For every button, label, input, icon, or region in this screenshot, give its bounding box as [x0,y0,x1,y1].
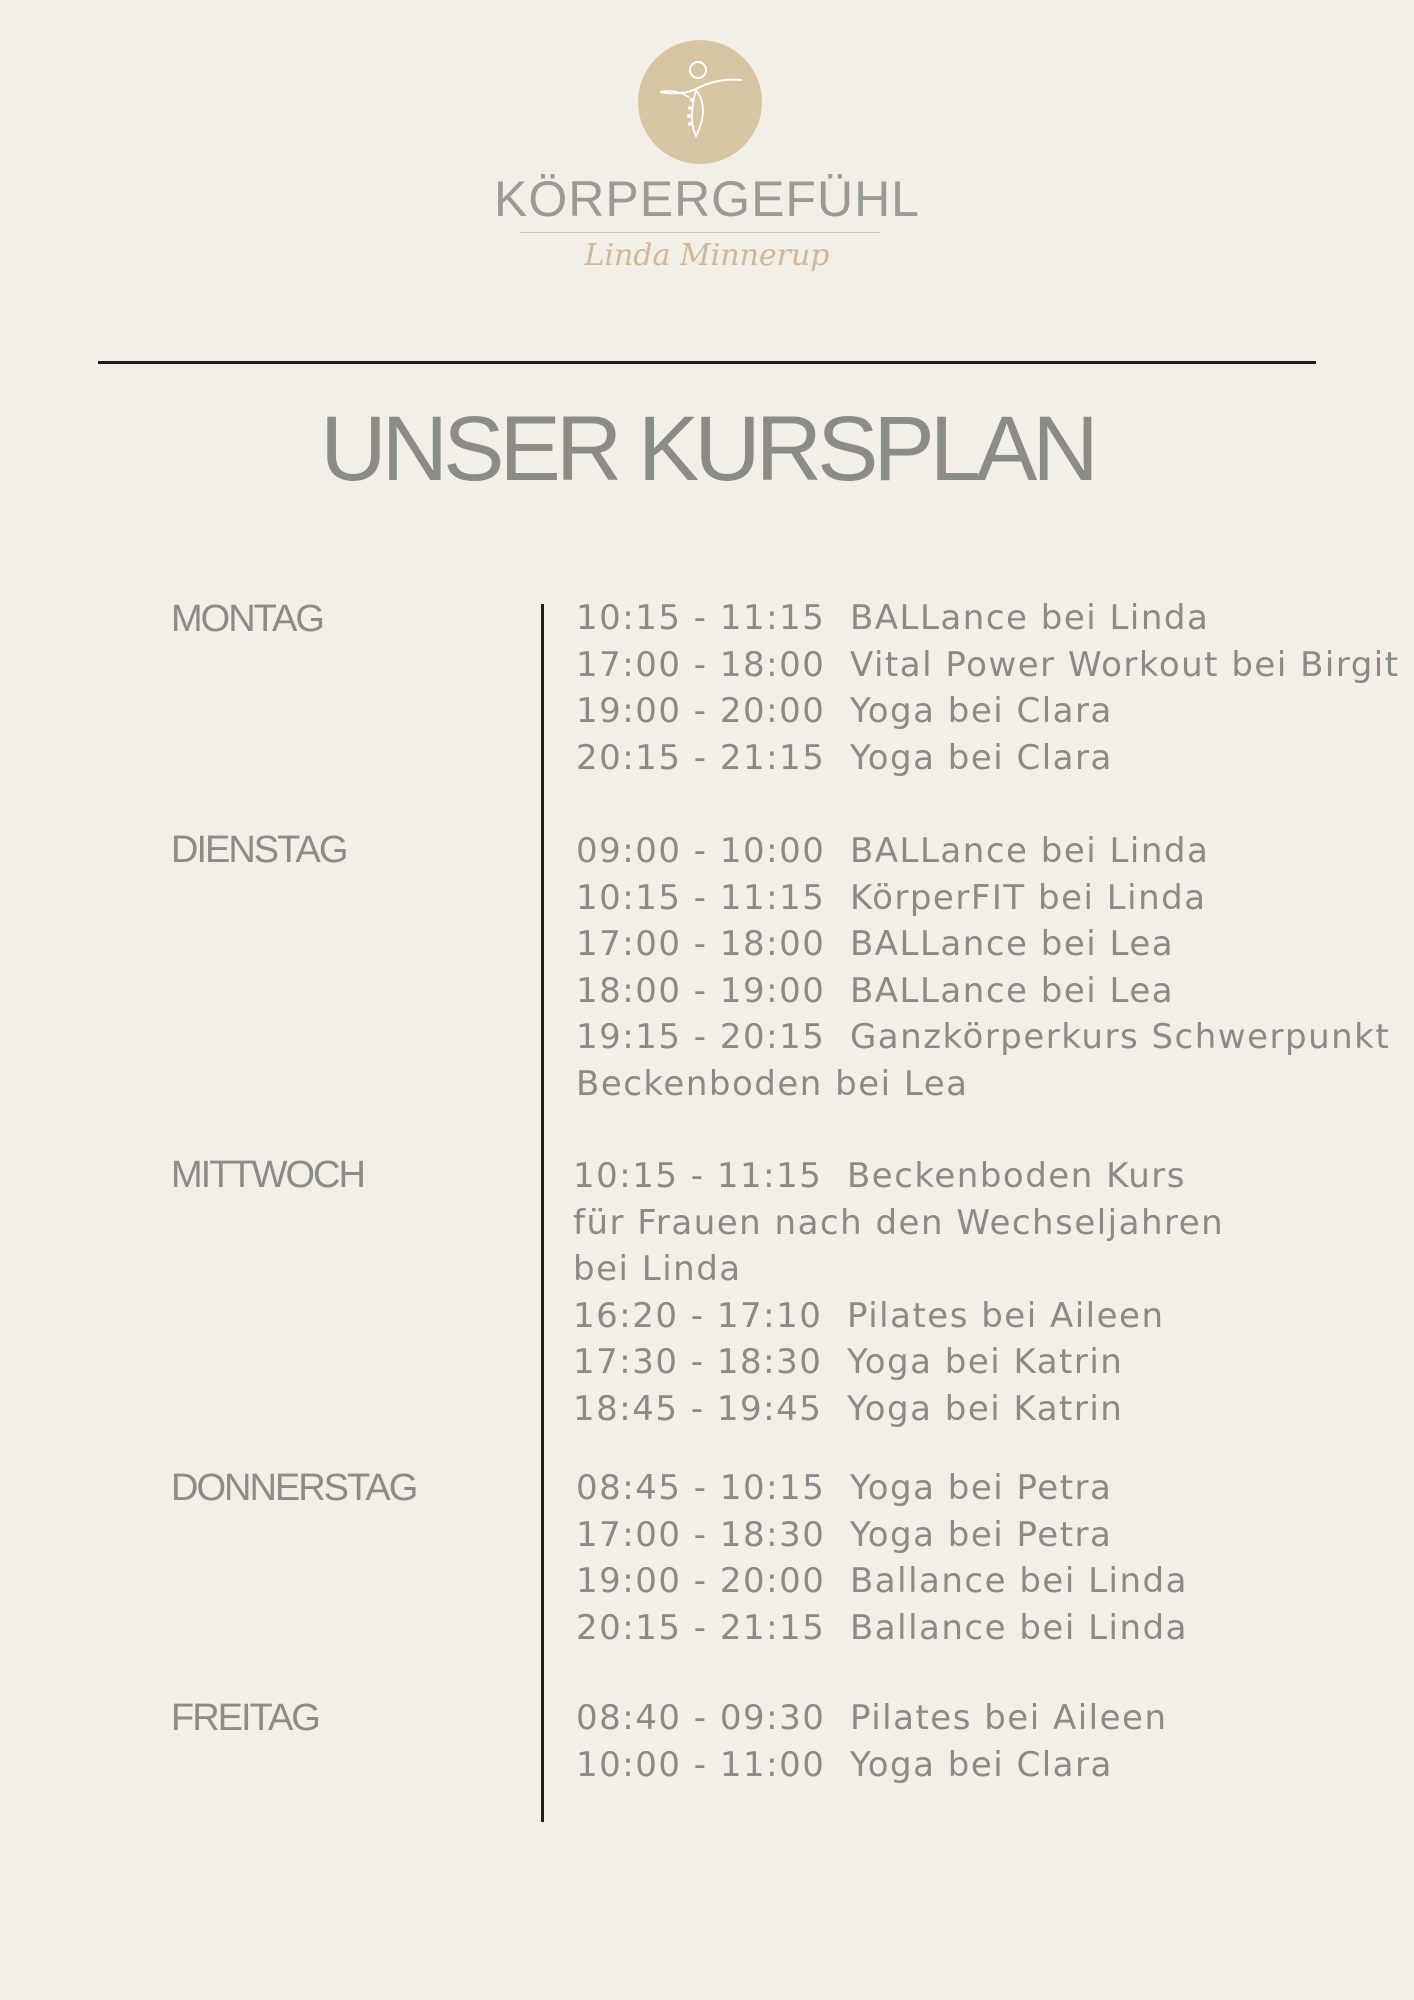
logo-figure-icon [638,40,762,164]
day-label-freitag: FREITAG [171,1697,319,1739]
schedule-line: 08:45 - 10:15 Yoga bei Petra [576,1468,1113,1508]
schedule-line: 20:15 - 21:15 Ballance bei Linda [576,1607,1188,1648]
day-label-donnerstag: DONNERSTAG [171,1467,417,1509]
schedule-line: 10:15 - 11:15 BALLance bei Linda [576,598,1210,638]
schedule-line: 18:45 - 19:45 Yoga bei Katrin [573,1388,1124,1429]
day-label-dienstag: DIENSTAG [171,829,347,871]
schedule-line: 19:00 - 20:00 Ballance bei Linda [576,1561,1188,1601]
schedule-line: 19:00 - 20:00 Yoga bei Clara [576,691,1113,731]
page-title: UNSER KURSPLAN [320,398,1094,500]
schedule-line: 16:20 - 17:10 Pilates bei Aileen [573,1295,1165,1336]
schedule-divider [541,604,544,1822]
schedule-line: 10:15 - 11:15 KörperFIT bei Linda [576,877,1207,918]
schedule-line: 17:00 - 18:00 Vital Power Workout bei Birgit [576,644,1400,685]
day-label-mittwoch: MITTWOCH [171,1154,364,1196]
brand-name: KÖRPERGEFÜHL [494,171,920,227]
schedule-line: 17:30 - 18:30 Yoga bei Katrin [573,1342,1124,1382]
schedule-line: 08:40 - 09:30 Pilates bei Aileen [576,1698,1168,1738]
schedule-block-mittwoch [573,1153,1224,1432]
brand-signature: Linda Minnerup [584,238,830,273]
schedule-line: Beckenboden bei Lea [576,1063,969,1104]
schedule-line: bei Linda [573,1249,742,1289]
schedule-line: 17:00 - 18:30 Yoga bei Petra [576,1514,1113,1555]
schedule-line: 10:15 - 11:15 Beckenboden Kurs [573,1156,1186,1196]
day-label-montag: MONTAG [171,598,323,640]
schedule-line: 19:15 - 20:15 Ganzkörperkurs Schwerpunkt [576,1017,1391,1057]
schedule-line: 18:00 - 19:00 BALLance bei Lea [576,970,1175,1011]
brand-underline [520,232,880,233]
header-divider [98,361,1316,364]
schedule-block-dienstag [576,828,1390,1107]
schedule-line: 10:00 - 11:00 Yoga bei Clara [576,1744,1113,1785]
schedule-line: für Frauen nach den Wechseljahren [573,1202,1225,1243]
schedule-block-donnerstag [576,1465,1188,1651]
schedule-block-montag [576,595,1400,781]
schedule-line: 17:00 - 18:00 BALLance bei Lea [576,924,1175,964]
schedule-block-freitag [576,1695,1168,1788]
schedule-line: 20:15 - 21:15 Yoga bei Clara [576,737,1113,778]
schedule-line: 09:00 - 10:00 BALLance bei Linda [576,831,1210,871]
logo [0,0,1414,300]
